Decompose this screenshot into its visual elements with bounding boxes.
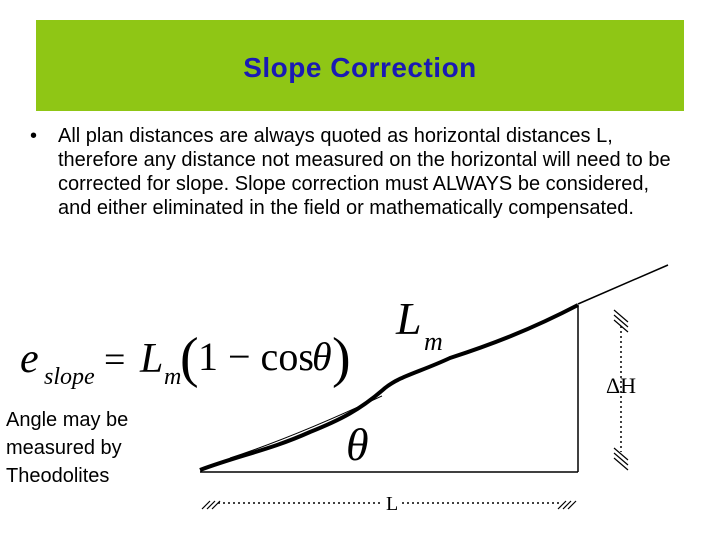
bullet-text: All plan distances are always quoted as horizontal distances L, therefore any distance not measured on the horizontal will need to be corrected for slope. Slope correction must ALWAYS be considered, and either eliminated in the field or mathematically compensated. [58, 125, 671, 219]
horizontal-dimension [202, 493, 576, 515]
height-label: ΔH [606, 373, 637, 398]
slope-correction-formula [20, 327, 351, 390]
side-note: Angle may be measured by Theodolites [6, 409, 129, 487]
formula-one-minus-cos: 1 − cos [198, 334, 314, 379]
formula-open-paren: ( [180, 327, 199, 389]
slope-length-label: L [396, 293, 422, 344]
angle-label: θ [346, 419, 369, 470]
bullet-marker: • [30, 125, 38, 147]
slope-length-subscript: m [424, 327, 443, 356]
measured-slope-line [200, 305, 578, 470]
slide-title: Slope Correction [243, 52, 477, 83]
formula-e: e [20, 336, 39, 382]
horizontal-tick-left [202, 501, 220, 509]
formula-L-subscript: m [164, 364, 182, 390]
formula-equals: = [104, 339, 126, 381]
formula-theta: θ [312, 334, 332, 379]
formula-e-subscript: slope [44, 364, 95, 390]
horizontal-tick-right [558, 501, 576, 509]
height-tick-top [614, 310, 628, 332]
horizontal-label: L [386, 493, 399, 515]
formula-close-paren: ) [332, 327, 351, 389]
formula-L: L [140, 336, 164, 382]
height-dimension [606, 310, 636, 470]
slope-extension-line [578, 265, 668, 304]
